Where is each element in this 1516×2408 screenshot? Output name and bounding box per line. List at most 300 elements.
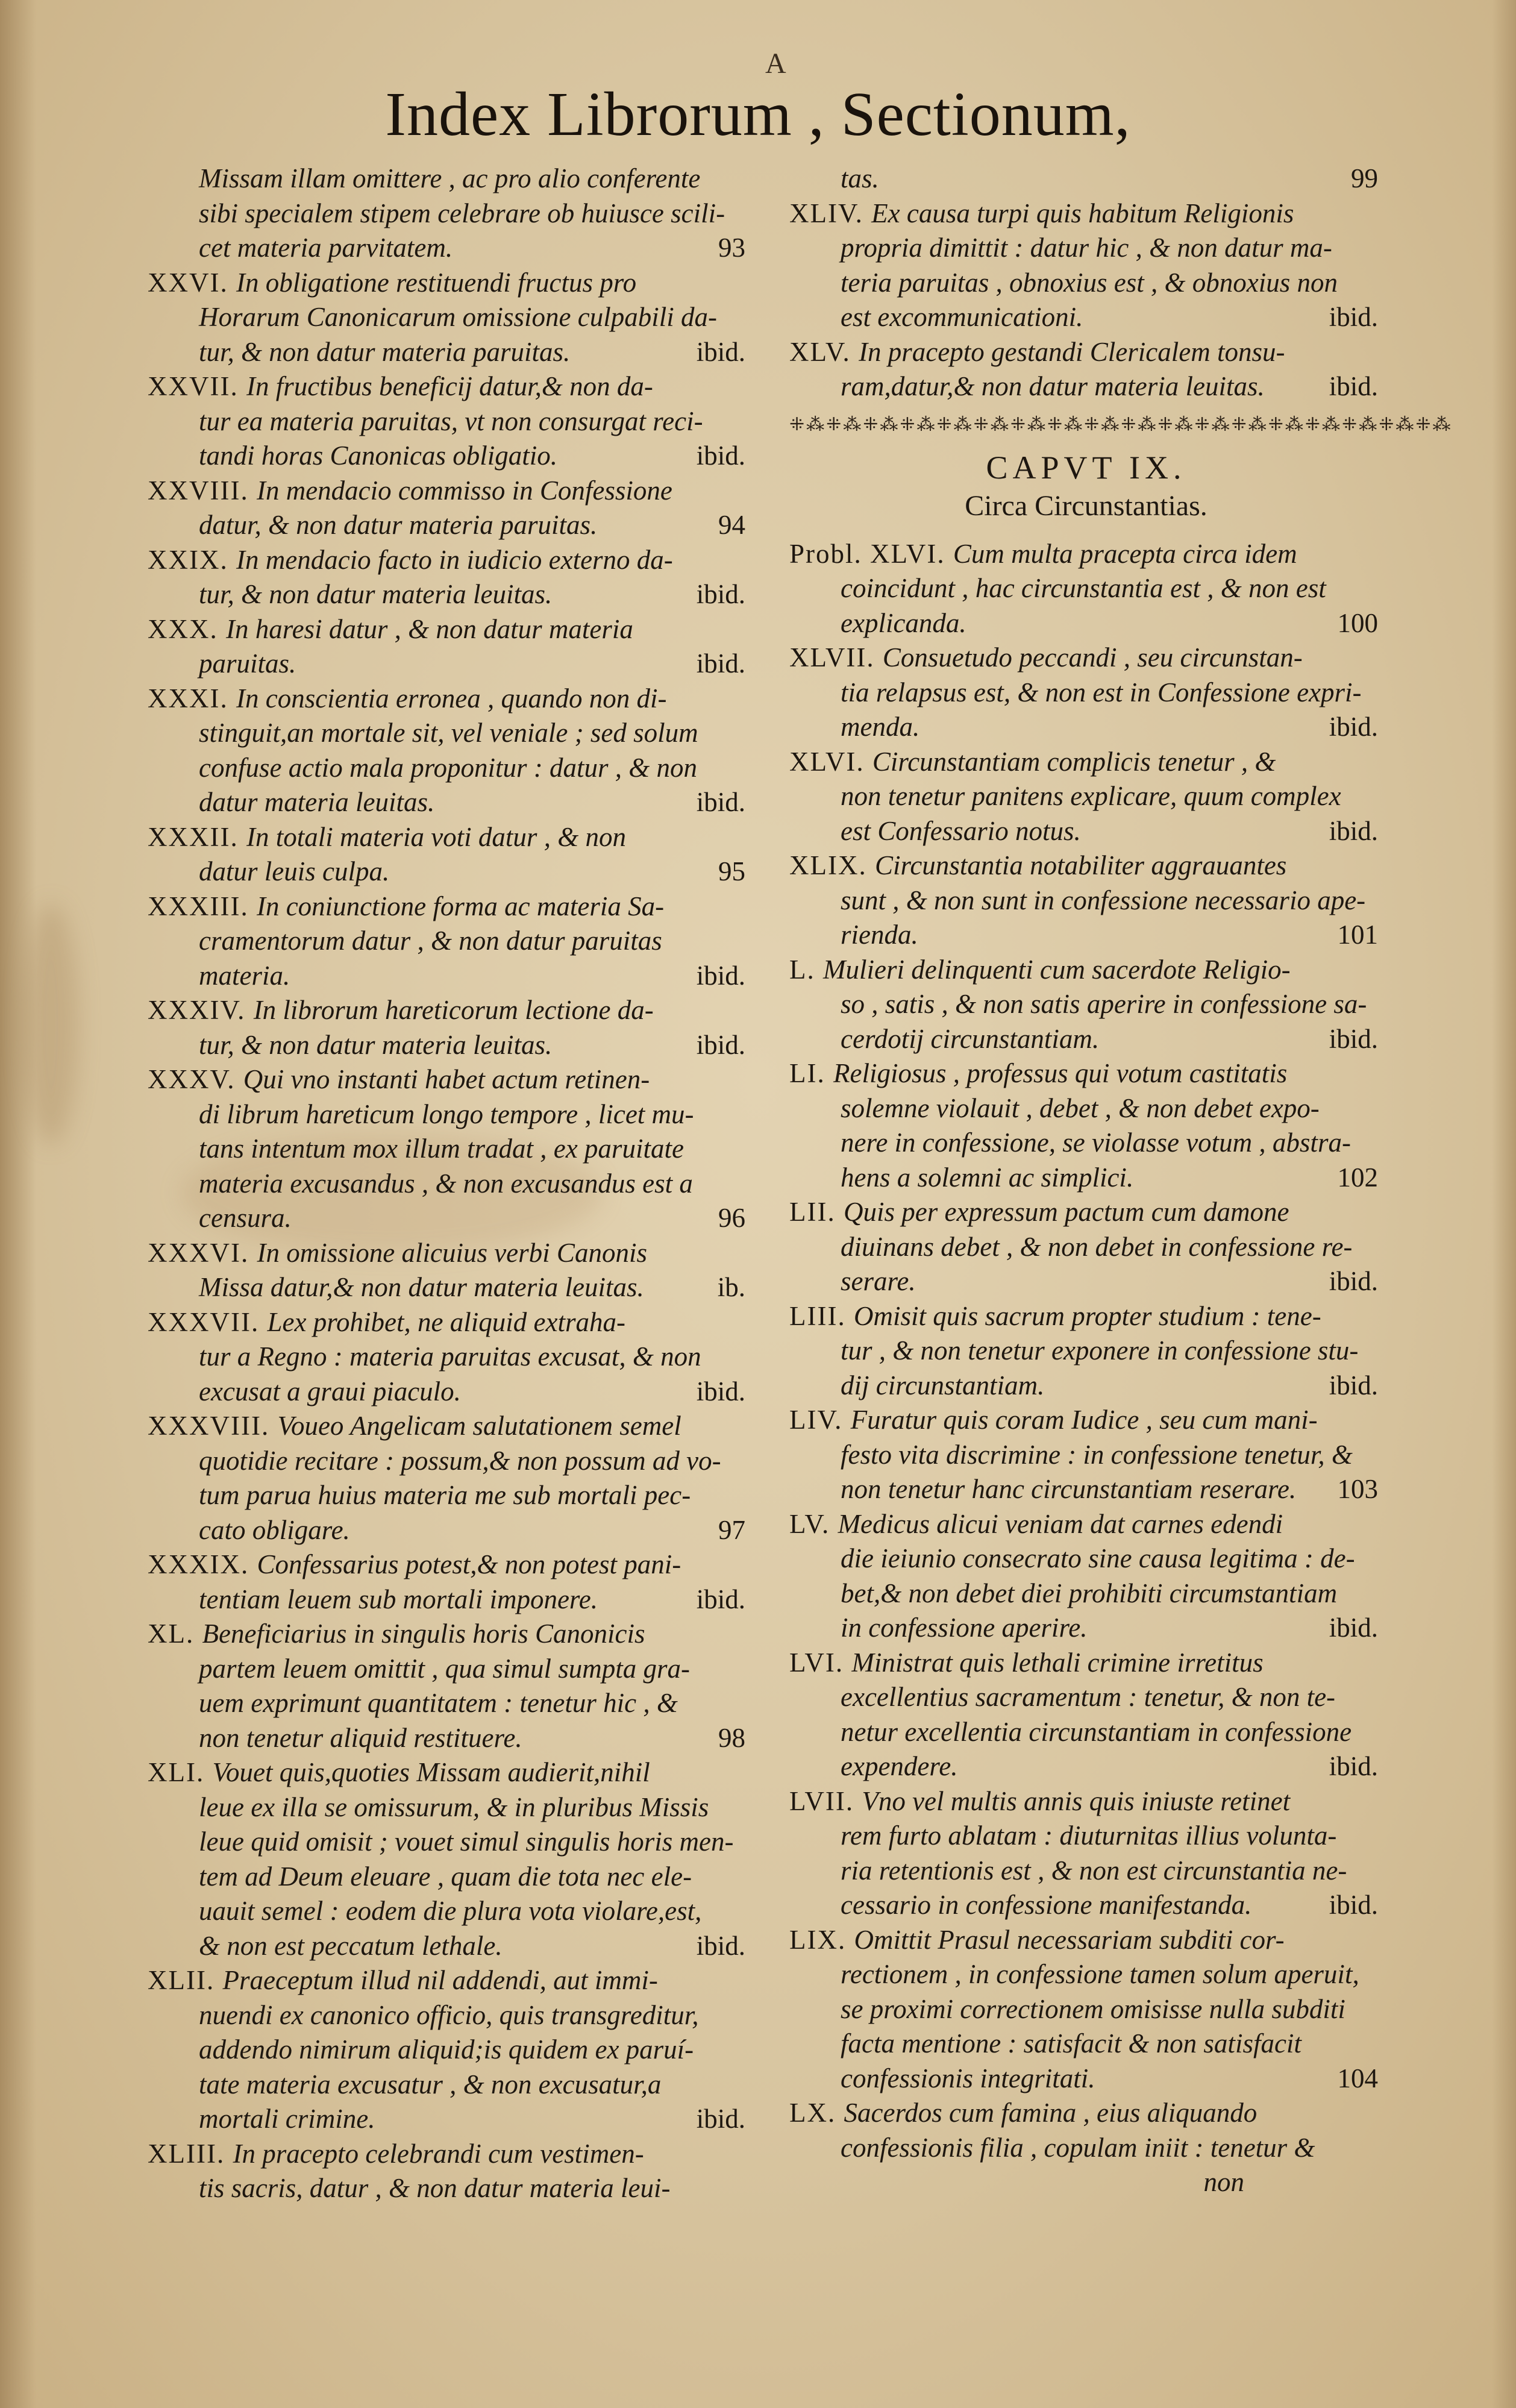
entry-line — [789, 1541, 1383, 1576]
entry-line — [789, 300, 1383, 335]
entry-text: expendere. — [841, 1751, 958, 1781]
entry-text: excusat a graui piaculo. — [199, 1376, 461, 1406]
entry-text: stinguit,an mortale sit, vel veniale ; sed solum — [199, 718, 698, 748]
entry-line — [789, 883, 1383, 918]
entry-text: In conscientia erronea , quando non di- — [236, 683, 667, 713]
page-reference: ibid. — [696, 1584, 745, 1614]
entry-line — [148, 266, 750, 301]
entry-line — [148, 854, 750, 889]
entry-line — [789, 1888, 1383, 1923]
entry-line — [148, 1375, 750, 1409]
index-entry — [148, 369, 750, 474]
entry-text: excellentius sacramentum : tenetur, & non te- — [841, 1682, 1336, 1712]
chapter-title: Circa Circunstantias. — [965, 489, 1207, 522]
entry-line — [148, 439, 750, 474]
page-reference: ibid. — [696, 441, 745, 471]
entry-text: paruitas. — [199, 648, 296, 679]
entry-text: cato obligare. — [199, 1514, 350, 1545]
index-entry — [789, 537, 1383, 641]
entry-text: Confessarius potest,& non potest pani- — [257, 1549, 681, 1579]
page-reference: 103 — [1337, 1474, 1378, 1504]
entry-text: Religiosus , professus qui votum castitatis — [833, 1058, 1288, 1088]
entry-line — [148, 993, 750, 1028]
entry-text: leue quid omisit ; vouet simul singulis horis men- — [199, 1826, 734, 1857]
page-reference: ibid. — [1329, 1023, 1378, 1054]
entry-line — [148, 369, 750, 404]
entry-line — [789, 1784, 1383, 1819]
index-entry — [148, 612, 750, 682]
entry-text: propria dimittit : datur hic , & non datur ma- — [841, 233, 1332, 263]
page-reference: ibid. — [1329, 1370, 1378, 1400]
page-reference: 95 — [718, 856, 745, 886]
entry-text: In mendacio facto in iudicio externo da- — [236, 544, 673, 575]
entry-line — [148, 1062, 750, 1097]
entry-text: rectionem , in confessione tamen solum aperuit, — [841, 1959, 1359, 1989]
entry-line — [789, 606, 1383, 641]
entry-text: Omittit Prasul necessariam subditi cor- — [854, 1924, 1285, 1955]
entry-text: Circunstantia notabiliter aggrauantes — [874, 850, 1287, 880]
entry-text: In mendacio commisso in Confessione — [256, 475, 672, 506]
entry-number: XXXIV. — [148, 995, 254, 1025]
index-entry — [148, 474, 750, 543]
index-entry — [148, 1755, 750, 1963]
entry-text: tum parua huius materia me sub mortali pec- — [199, 1480, 691, 1510]
index-entry — [148, 1305, 750, 1409]
entry-line — [148, 1998, 750, 2033]
entry-text: solemne violauit , debet , & non debet expo- — [841, 1093, 1320, 1123]
entry-text: tis sacris, datur , & non datur materia leui- — [199, 2173, 671, 2203]
entry-line — [148, 1167, 750, 1202]
entry-number: XXXV. — [148, 1064, 243, 1094]
entry-number: XLIII. — [148, 2138, 233, 2169]
entry-number: LX. — [789, 2098, 844, 2128]
entry-text: tur, & non datur materia leuitas. — [199, 579, 553, 609]
entry-line — [148, 1444, 750, 1479]
entry-text: tia relapsus est, & non est in Confessione expri- — [841, 677, 1362, 707]
entry-line — [148, 231, 750, 266]
chapter-heading: CAPVT IX. — [986, 449, 1186, 486]
page-reference: 104 — [1337, 2063, 1378, 2093]
entry-line — [789, 1472, 1383, 1507]
entry-text: uauit semel : eodem die plura vota violare,est, — [199, 1896, 702, 1926]
entry-line — [148, 1652, 750, 1687]
entry-number: XXX. — [148, 613, 226, 644]
entry-number: Probl. XLVI. — [789, 538, 953, 569]
entry-line — [148, 2033, 750, 2068]
entry-line — [789, 335, 1383, 370]
index-entry — [789, 2096, 1383, 2165]
entry-number: XXVI. — [148, 267, 236, 298]
entry-line — [789, 779, 1383, 814]
entry-line — [148, 543, 750, 578]
entry-line — [148, 1686, 750, 1721]
entry-line — [148, 1097, 750, 1132]
entry-line — [789, 1195, 1383, 1230]
page-reference: 100 — [1337, 607, 1378, 638]
right-column — [789, 161, 1453, 2200]
page-reference: 102 — [1337, 1162, 1378, 1193]
page-reference: 101 — [1337, 920, 1378, 950]
page-reference: ib. — [717, 1272, 745, 1302]
entry-text: explicanda. — [841, 607, 966, 638]
index-entry — [789, 196, 1383, 335]
entry-text: bet,& non debet diei prohibiti circumstantiam — [841, 1578, 1338, 1608]
entry-line — [148, 1132, 750, 1167]
entry-text: confuse actio mala proponitur : datur , & non — [199, 752, 698, 783]
entry-text: Quis per expressum pactum cum damone — [843, 1197, 1289, 1227]
entry-line — [148, 1478, 750, 1513]
entry-number: LVII. — [789, 1786, 862, 1816]
entry-text: cessario in confessione manifestanda. — [841, 1890, 1252, 1920]
entry-line — [789, 1854, 1383, 1889]
index-entry — [148, 1963, 750, 2137]
entry-number: XXXVIII. — [148, 1411, 278, 1441]
entry-line — [789, 1992, 1383, 2027]
entry-line — [789, 1299, 1383, 1334]
entry-line — [148, 1305, 750, 1340]
entry-text: In totali materia voti datur , & non — [246, 821, 626, 852]
index-entry — [789, 1784, 1383, 1923]
index-entry — [148, 993, 750, 1062]
entry-text: sibi specialem stipem celebrare ob huiusce scili- — [199, 198, 725, 228]
entry-number: LV. — [789, 1508, 838, 1539]
entry-text: & non est peccatum lethale. — [199, 1930, 503, 1961]
entry-text: menda. — [841, 712, 920, 742]
entry-number: LIV. — [789, 1405, 851, 1435]
entry-line — [148, 404, 750, 439]
entry-number: XXXI. — [148, 683, 236, 713]
entry-line — [789, 1091, 1383, 1126]
entry-line — [148, 1860, 750, 1895]
entry-line — [148, 1513, 750, 1548]
index-entry — [148, 161, 750, 266]
entry-number: XXVIII. — [148, 475, 257, 506]
entry-text: tans intentum mox illum tradat , ex paruitate — [199, 1133, 684, 1164]
entry-number: XLI. — [148, 1757, 213, 1787]
entry-number: XLVI. — [789, 746, 872, 777]
entry-text: quotidie recitare : possum,& non possum ad vo- — [199, 1445, 721, 1476]
entry-text: tur, & non datur materia leuitas. — [199, 1029, 553, 1060]
entry-text: non tenetur aliquid restituere. — [199, 1722, 522, 1753]
page-title: Index Librorum , Sectionum, — [385, 80, 1131, 149]
index-entry — [789, 1923, 1383, 2096]
page-reference: ibid. — [696, 1029, 745, 1060]
entry-text: In fructibus beneficij datur,& non da- — [246, 371, 653, 401]
index-entry — [789, 1299, 1383, 1403]
entry-line — [789, 2096, 1383, 2131]
page-reference: 96 — [718, 1203, 745, 1233]
index-entry — [148, 266, 750, 370]
entry-number: XXVII. — [148, 371, 246, 401]
entry-text: censura. — [199, 1203, 292, 1233]
entry-number: XLV. — [789, 336, 859, 367]
page-reference: ibid. — [696, 1376, 745, 1406]
entry-text: Omisit quis sacrum propter studium : tene- — [853, 1300, 1321, 1331]
page-reference: ibid. — [1329, 712, 1378, 742]
entry-text: tandi horas Canonicas obligatio. — [199, 441, 558, 471]
entry-text: die ieiunio consecrato sine causa legitima : de- — [841, 1543, 1355, 1573]
entry-text: In haresi datur , & non datur materia — [226, 613, 633, 644]
entry-text: Lex prohibet, ne aliquid extraha- — [267, 1306, 625, 1337]
entry-line — [789, 1403, 1383, 1438]
page-reference: ibid. — [696, 648, 745, 679]
index-entry — [148, 682, 750, 820]
index-entry — [148, 1409, 750, 1547]
index-entry — [148, 1547, 750, 1617]
entry-number: XXXIII. — [148, 891, 257, 921]
entry-text: Furatur quis coram Iudice , seu cum mani- — [850, 1405, 1318, 1435]
page-reference: 98 — [718, 1722, 745, 1753]
entry-text: confessionis filia , copulam iniit : tenetur & — [841, 2132, 1315, 2163]
entry-line — [789, 1056, 1383, 1091]
index-entry — [789, 1056, 1383, 1195]
entry-line — [789, 848, 1383, 883]
entry-line — [789, 1646, 1383, 1681]
entry-line — [789, 196, 1383, 231]
entry-line — [148, 889, 750, 924]
entry-text: Mulieri delinquenti cum sacerdote Religio- — [823, 954, 1291, 985]
entry-line — [148, 820, 750, 855]
entry-line — [789, 745, 1383, 780]
page-reference: 93 — [718, 233, 745, 263]
left-column — [148, 161, 750, 2206]
entry-line — [148, 1929, 750, 1964]
entry-line — [148, 1894, 750, 1929]
entry-line — [789, 1611, 1383, 1646]
entry-line — [789, 369, 1383, 404]
entry-line — [789, 161, 1383, 196]
entry-line — [789, 266, 1383, 301]
index-entry — [789, 1507, 1383, 1646]
entry-line — [148, 1236, 750, 1271]
entry-line — [148, 196, 750, 231]
entry-text: materia. — [199, 960, 290, 991]
entry-line — [148, 1028, 750, 1063]
entry-line — [148, 1409, 750, 1444]
entry-text: Missam illam omittere , ac pro alio conferente — [199, 163, 701, 193]
entry-line — [148, 1340, 750, 1375]
entry-text: Praeceptum illud nil addendi, aut immi- — [222, 1965, 658, 1995]
entry-line — [148, 1582, 750, 1617]
entry-line — [148, 785, 750, 820]
entry-text: nuendi ex canonico officio, quis transgreditur, — [199, 1999, 699, 2030]
entry-text: di librum hareticum longo tempore , licet mu- — [199, 1099, 694, 1129]
entry-line — [789, 1438, 1383, 1473]
entry-line — [148, 1963, 750, 1998]
entry-line — [148, 1617, 750, 1652]
page-reference: 97 — [718, 1514, 745, 1545]
entry-text: tur , & non tenetur exponere in confessione stu- — [841, 1335, 1359, 1365]
entry-line — [789, 2131, 1383, 2166]
entry-line — [148, 1547, 750, 1582]
entry-text: addendo nimirum aliquid;is quidem ex paruí- — [199, 2034, 694, 2065]
entry-line — [148, 335, 750, 370]
entry-number: XXXII. — [148, 821, 246, 852]
entry-text: est Confessario notus. — [841, 815, 1081, 846]
entry-text: dij circunstantiam. — [841, 1370, 1045, 1400]
entry-line — [148, 577, 750, 612]
index-entry — [789, 953, 1383, 1057]
entry-line — [148, 2102, 750, 2137]
entry-text: Medicus alicui veniam dat carnes edendi — [838, 1508, 1283, 1539]
entry-text: mortali crimine. — [199, 2104, 375, 2134]
ornament-divider: ⁜⁂⁜⁂⁜⁂⁜⁂⁜⁂⁜⁂⁜⁂⁜⁂⁜⁂⁜⁂⁜⁂⁜⁂⁜⁂⁜⁂⁜⁂⁜⁂⁜⁂⁜⁂ — [789, 414, 1453, 434]
entry-line — [789, 537, 1383, 572]
entry-text: netur excellentia circunstantiam in confessione — [841, 1716, 1352, 1747]
entry-text: cerdotij circunstantiam. — [841, 1023, 1100, 1054]
entry-text: Sacerdos cum famina , eius aliquando — [844, 2098, 1258, 2128]
entry-text: In pracepto celebrandi cum vestimen- — [233, 2138, 644, 2169]
entry-text: In pracepto gestandi Clericalem tonsu- — [859, 336, 1285, 367]
entry-text: Vno vel multis annis quis iniuste retinet — [862, 1786, 1291, 1816]
entry-text: In obligatione restituendi fructus pro — [236, 267, 637, 298]
entry-text: partem leuem omittit , qua simul sumpta gra- — [199, 1653, 690, 1684]
entry-text: tur ea materia paruitas, vt non consurgat reci- — [199, 406, 703, 436]
entry-line — [789, 953, 1383, 988]
entry-text: datur materia leuitas. — [199, 787, 435, 817]
entry-line — [148, 682, 750, 716]
entry-text: tate materia excusatur , & non excusatur,a — [199, 2069, 662, 2099]
entry-number: XLVII. — [789, 642, 883, 673]
entry-text: non tenetur panitens explicare, quum complex — [841, 781, 1341, 811]
entry-line — [789, 641, 1383, 676]
entry-text: Ministrat quis lethali crimine irretitus — [851, 1647, 1264, 1678]
entry-text: Consuetudo peccandi , seu circunstan- — [882, 642, 1303, 673]
index-entry — [789, 848, 1383, 953]
page-reference: ibid. — [696, 787, 745, 817]
entry-line — [789, 1161, 1383, 1196]
entry-line — [148, 2068, 750, 2102]
index-entry — [789, 745, 1383, 849]
entry-line — [148, 751, 750, 786]
entry-text: materia excusandus , & non excusandus est a — [199, 1168, 693, 1199]
entry-line — [789, 2062, 1383, 2096]
entry-number: XLIX. — [789, 850, 875, 880]
entry-line — [789, 1369, 1383, 1403]
entry-line — [789, 1715, 1383, 1750]
entry-line — [148, 508, 750, 543]
entry-line — [148, 161, 750, 196]
index-entry — [789, 641, 1383, 745]
entry-line — [789, 918, 1383, 953]
entry-line — [789, 2027, 1383, 2062]
entry-text: uem exprimunt quantitatem : tenetur hic , & — [199, 1688, 678, 1718]
entry-line — [789, 1749, 1383, 1784]
entry-line — [789, 1334, 1383, 1369]
entry-text: Ex causa turpi quis habitum Religionis — [871, 198, 1294, 228]
entry-text: Cum multa pracepta circa idem — [953, 538, 1297, 569]
index-entry — [148, 1236, 750, 1305]
entry-line — [148, 474, 750, 509]
entry-line — [148, 1755, 750, 1790]
entry-line — [148, 1790, 750, 1825]
entry-line — [789, 571, 1383, 606]
entry-number: XXIX. — [148, 544, 236, 575]
page-reference: ibid. — [1329, 1890, 1378, 1920]
index-entry — [148, 543, 750, 612]
signature-mark: A — [765, 48, 786, 80]
entry-number: LI. — [789, 1058, 833, 1088]
entry-line — [789, 1507, 1383, 1542]
index-entry — [789, 335, 1383, 404]
page-reference: ibid. — [1329, 815, 1378, 846]
index-entry — [789, 1195, 1383, 1299]
entry-text: In librorum hareticorum lectione da- — [253, 995, 654, 1025]
entry-line — [789, 1264, 1383, 1299]
entry-line — [789, 1819, 1383, 1854]
entry-line — [148, 300, 750, 335]
right-column-top-entries — [789, 161, 1383, 404]
entry-text: In omissione alicuius verbi Canonis — [257, 1237, 647, 1268]
page-reference: ibid. — [1329, 1266, 1378, 1296]
entry-line — [148, 924, 750, 959]
entry-text: serare. — [841, 1266, 916, 1296]
entry-number: L. — [789, 954, 823, 985]
entry-text: tur a Regno : materia paruitas excusat, & non — [199, 1341, 701, 1372]
entry-number: LIX. — [789, 1924, 854, 1955]
entry-line — [789, 1126, 1383, 1161]
entry-text: sunt , & non sunt in confessione necessario ape- — [841, 885, 1366, 915]
entry-text: rienda. — [841, 920, 918, 950]
entry-text: festo vita discrimine : in confessione tenetur, & — [841, 1439, 1353, 1470]
entry-text: facta mentione : satisfacit & non satisfacit — [841, 2028, 1301, 2058]
entry-text: leue ex illa se omissurum, & in pluribus Missis — [199, 1792, 709, 1822]
entry-text: ram,datur,& non datur materia leuitas. — [841, 371, 1265, 401]
entry-line — [789, 676, 1383, 710]
entry-line — [148, 959, 750, 994]
entry-text: ria retentionis est , & non est circunstantia ne- — [841, 1855, 1347, 1886]
entry-line — [148, 2137, 750, 2172]
entry-text: datur leuis culpa. — [199, 856, 390, 886]
entry-number: XXXVI. — [148, 1237, 257, 1268]
page-reference: ibid. — [696, 336, 745, 367]
entry-line — [148, 612, 750, 647]
index-entry — [789, 1403, 1383, 1507]
page-reference: ibid. — [696, 2104, 745, 2134]
entry-text: se proximi correctionem omisisse nulla subditi — [841, 1993, 1345, 2024]
page-reference: ibid. — [1329, 1613, 1378, 1643]
entry-text: tur, & non datur materia paruitas. — [199, 336, 571, 367]
entry-text: diuinans debet , & non debet in confessione re- — [841, 1231, 1353, 1262]
entry-text: tas. — [841, 163, 879, 193]
page-reference: ibid. — [696, 1930, 745, 1961]
page-reference: ibid. — [696, 579, 745, 609]
entry-line — [148, 1825, 750, 1860]
entry-text: coincidunt , hac circunstantia est , & non est — [841, 573, 1326, 603]
entry-number: XLIV. — [789, 198, 872, 228]
page-reference: ibid. — [1329, 1751, 1378, 1781]
entry-line — [789, 1957, 1383, 1992]
index-entry — [148, 1062, 750, 1236]
entry-number: XL. — [148, 1619, 202, 1649]
index-entry — [148, 889, 750, 994]
entry-line — [789, 987, 1383, 1022]
entry-line — [789, 1576, 1383, 1611]
entry-text: datur, & non datur materia paruitas. — [199, 510, 598, 540]
index-entry — [789, 1646, 1383, 1784]
entry-text: rem furto ablatam : diuturnitas illius volunta- — [841, 1820, 1337, 1851]
entry-line — [789, 1923, 1383, 1958]
index-entry — [148, 2137, 750, 2206]
entry-text: non tenetur hanc circunstantiam reserare. — [841, 1474, 1297, 1504]
entry-line — [148, 1270, 750, 1305]
entry-text: Vouet quis,quoties Missam audierit,nihil — [212, 1757, 650, 1787]
entry-number: XXXVII. — [148, 1306, 268, 1337]
entry-text: est excommunicationi. — [841, 302, 1083, 332]
right-column-bottom-entries — [789, 537, 1383, 2166]
entry-line — [789, 710, 1383, 745]
entry-text: cet materia parvitatem. — [199, 233, 453, 263]
